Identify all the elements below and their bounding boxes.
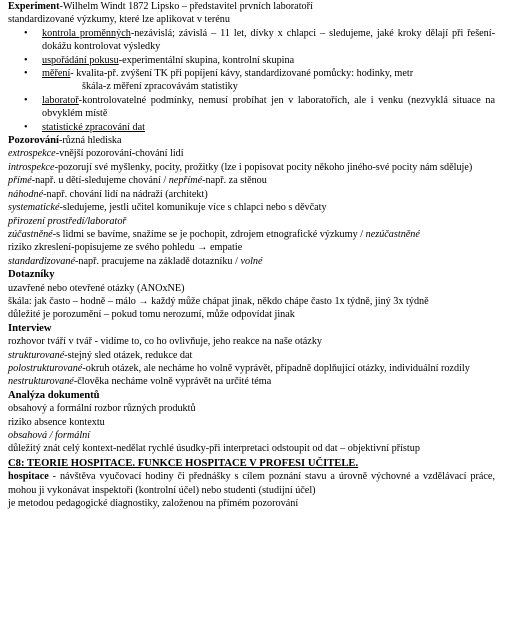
text-line: obsahová / formální bbox=[8, 430, 91, 441]
list-item: • statistické zpracování dat bbox=[24, 121, 145, 133]
text-line: systematické-sledujeme, jestli učitel komunikuje více s chlapci nebo s děvčaty bbox=[8, 202, 327, 214]
experiment-list bbox=[8, 27, 495, 134]
text-line: zúčastněné-s lidmi se bavíme, snažíme se je pochopit, zdrojem etnografické výzkumy / nezúčastněné bbox=[8, 228, 420, 240]
text-line: hospitace - návštěva vyučovací hodiny či přednášky s cílem poznání stavu a úrovně výchovné a vzdělávací práce, mohou ji vykonávat inspektoři (kontrolní účel) nebo studenti (studijní účel) bbox=[8, 471, 495, 496]
text-line: riziko zkreslení-popisujeme ze svého pohledu → empatie bbox=[8, 242, 243, 254]
list-item: • uspořádání pokusu-experimentální skupina, kontrolní skupina bbox=[24, 54, 295, 66]
text-line: riziko absence kontextu bbox=[8, 416, 105, 428]
bullet-icon: • bbox=[24, 54, 28, 66]
list-item: • kontrola proměnných-nezávislá; závislá – 11 let, dívky x chlapci – sledujeme, jaké kroky dělají při řešení-dokážu kontrolovat výsledky bbox=[24, 27, 495, 53]
list-item: • měření- kvalita-př. zvýšení TK při popíjení kávy, standardizované pomůcky: hodinky, metr bbox=[24, 68, 414, 80]
text-line: nestrukturované-člověka necháme volně vyprávět na určité téma bbox=[8, 376, 272, 388]
text-line: obsahový a formální rozbor různých produktů bbox=[8, 403, 196, 415]
bullet-icon: • bbox=[24, 121, 28, 133]
experiment-term: Experiment bbox=[8, 1, 60, 12]
dotazniky-heading: Dotazníky bbox=[8, 269, 55, 281]
text-line: standardizované-např. pracujeme na základě dotazníku / volné bbox=[8, 255, 263, 267]
text-line: uzavřené nebo otevřené otázky (ANOxNE) bbox=[8, 282, 185, 294]
bullet-icon: • bbox=[24, 94, 28, 106]
text-line: introspekce-pozorují své myšlenky, pocity, prožitky (lze i popisovat pocity někoho jiného-své pocity nám sdělujе) bbox=[8, 161, 473, 173]
experiment-intro: Experiment-Wilhelm Windt 1872 Lipsko – představitel prvních laboratoří bbox=[8, 1, 313, 12]
text-line: přirození prostředí/laboratoř bbox=[8, 215, 127, 227]
text-line: je metodou pedagogické diagnostiky, založenou na přímém pozorování bbox=[8, 498, 299, 510]
list-subitem: škála-z měření zpracovávám statistiky bbox=[82, 81, 238, 93]
text-line: důležitý znát celý kontext-nedělat rychlé úsudky-při interpretaci odstoupit od dat – objektivní přístup bbox=[8, 443, 420, 455]
c8-heading: C8: TEORIE HOSPITACE. FUNKCE HOSPITACE V PROFESI UČITELE. bbox=[8, 457, 359, 469]
pozorovani-heading: Pozorování-různá hlediska bbox=[8, 135, 122, 147]
text-line: náhodné-např. chování lidí na nádraží (architekt) bbox=[8, 188, 208, 200]
experiment-line: standardizované výzkumy, které lze aplikovat v terénu bbox=[8, 14, 230, 26]
text-line: důležité je porozumění – pokud tomu nerozumí, může odpovídat jinak bbox=[8, 309, 295, 321]
text-line: rozhovor tváří v tvář - vidíme to, co ho ovlivňuje, jeho reakce na naše otázky bbox=[8, 336, 323, 348]
list-item: • laboratoř-kontrolovatelné podmínky, nemusí probíhat jen v laboratořích, ale i venku (nezvyklá situace na obvyklém místě bbox=[24, 94, 495, 120]
interview-heading: Interview bbox=[8, 322, 52, 334]
text-line: přímé-např. u dětí-sledujeme chování / nepřímé-např. za stěnou bbox=[8, 175, 267, 187]
text-line: extrospekce-vnější pozorování-chování lidí bbox=[8, 148, 184, 160]
bullet-icon: • bbox=[24, 27, 28, 39]
text-line: škála: jak často – hodně – málo → každý může chápat jinak, někdo chápe často 1x týdně, jiný 3x týdně bbox=[8, 295, 429, 307]
analyza-heading: Analýza dokumentů bbox=[8, 389, 100, 401]
text-line: polostrukturované-okruh otázek, ale necháme ho volně vyprávět, případně doplňující otázky, individuální rozdíly bbox=[8, 362, 470, 374]
text-line: strukturované-stejný sled otázek, redukce dat bbox=[8, 349, 193, 361]
bullet-icon: • bbox=[24, 68, 28, 80]
